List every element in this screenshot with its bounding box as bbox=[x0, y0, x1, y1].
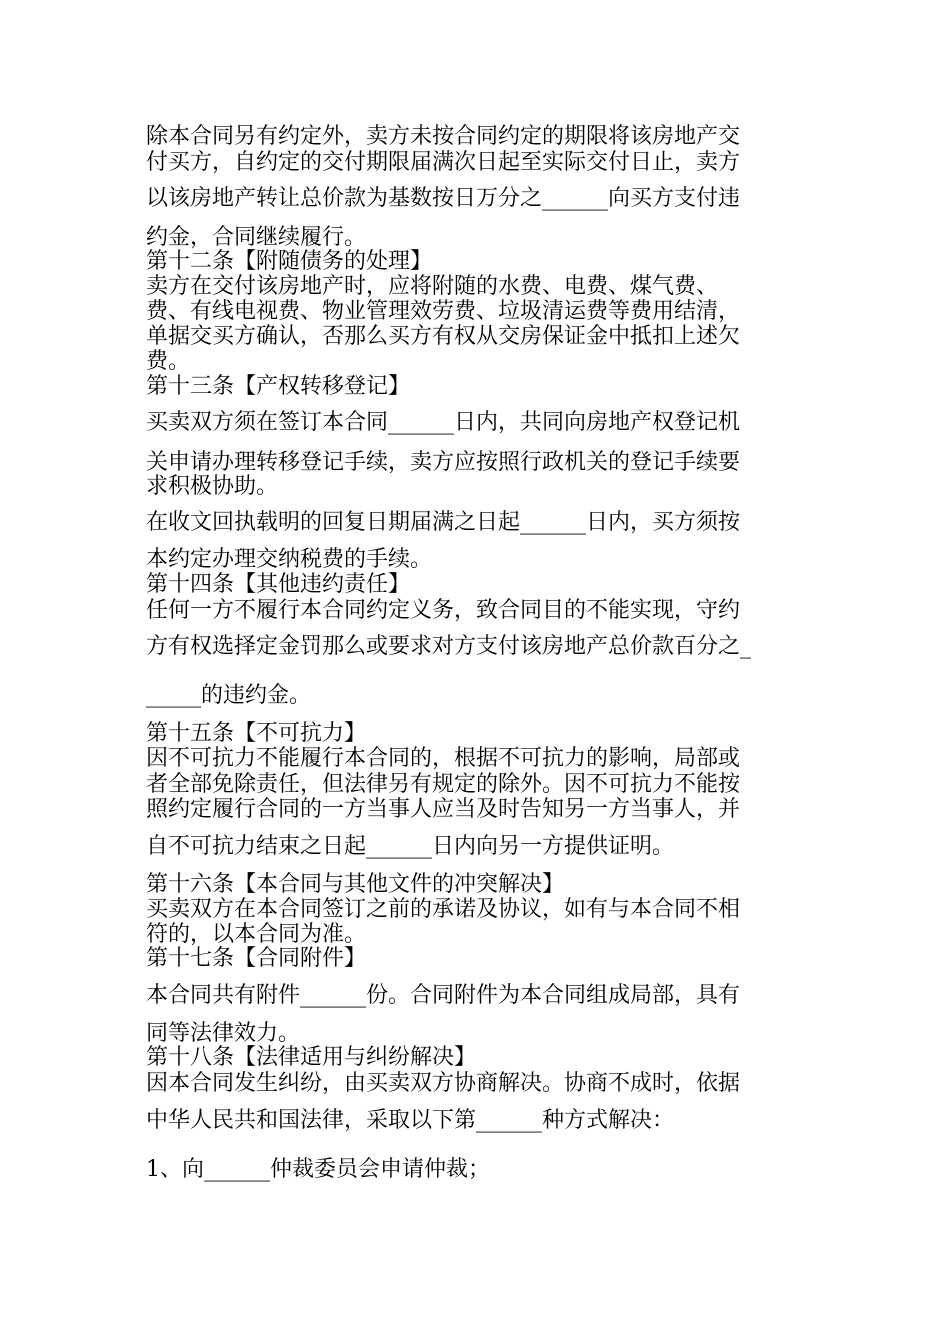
list-item: 1、向______仲裁委员会申请仲裁； bbox=[146, 1157, 490, 1182]
text-line: 本合同共有附件______份。合同附件为本合同组成局部，具有 bbox=[146, 983, 741, 1008]
text-line: 以该房地产转让总价款为基数按日万分之______向买方支付违 bbox=[146, 186, 741, 211]
text-line: 费、有线电视费、物业管理效劳费、垃圾清运费等费用结清， bbox=[146, 299, 741, 324]
text-line: 本约定办理交纳税费的手续。 bbox=[146, 547, 433, 572]
section-heading: 第十三条【产权转移登记】 bbox=[146, 374, 411, 399]
section-heading: 第十八条【法律适用与纠纷解决】 bbox=[146, 1045, 477, 1070]
section-heading: 第十五条【不可抗力】 bbox=[146, 721, 367, 746]
text-line: 者全部免除责任，但法律另有规定的除外。因不可抗力不能按 bbox=[146, 772, 741, 797]
section-heading: 第十四条【其他违约责任】 bbox=[146, 572, 411, 597]
section-heading: 第十六条【本合同与其他文件的冲突解决】 bbox=[146, 872, 565, 897]
text-line: 约金，合同继续履行。 bbox=[146, 225, 367, 250]
text-line: 付买方，自约定的交付期限届满次日起至实际交付日止，卖方 bbox=[146, 150, 741, 175]
text-line: _____的违约金。 bbox=[146, 683, 312, 708]
text-line: 在收文回执载明的回复日期届满之日起______日内，买方须按 bbox=[146, 510, 741, 535]
text-line: 因不可抗力不能履行本合同的，根据不可抗力的影响，局部或 bbox=[146, 746, 741, 771]
text-line: 自不可抗力结束之日起______日内向另一方提供证明。 bbox=[146, 834, 675, 859]
text-line: 同等法律效力。 bbox=[146, 1021, 301, 1046]
text-line: 方有权选择定金罚那么或要求对方支付该房地产总价款百分之_ bbox=[146, 634, 752, 659]
text-line: 关申请办理转移登记手续，卖方应按照行政机关的登记手续要 bbox=[146, 450, 741, 475]
text-line: 费。 bbox=[146, 349, 191, 374]
text-line: 符的，以本合同为准。 bbox=[146, 922, 367, 947]
section-heading: 第十二条【附随债务的处理】 bbox=[146, 249, 433, 274]
text-line: 单据交买方确认，否那么买方有权从交房保证金中抵扣上述欠 bbox=[146, 324, 741, 349]
text-line: 买卖双方须在签订本合同______日内，共同向房地产权登记机 bbox=[146, 410, 741, 435]
section-heading: 第十七条【合同附件】 bbox=[146, 946, 367, 971]
text-line: 求积极协助。 bbox=[146, 474, 279, 499]
text-line: 任何一方不履行本合同约定义务，致合同目的不能实现，守约 bbox=[146, 598, 741, 623]
text-line: 中华人民共和国法律，采取以下第______种方式解决： bbox=[146, 1108, 675, 1133]
text-line: 照约定履行合同的一方当事人应当及时告知另一方当事人，并 bbox=[146, 797, 741, 822]
text-line: 因本合同发生纠纷，由买卖双方协商解决。协商不成时，依据 bbox=[146, 1071, 741, 1096]
text-line: 卖方在交付该房地产时，应将附随的水费、电费、煤气费、 bbox=[146, 274, 719, 299]
text-line: 买卖双方在本合同签订之前的承诺及协议，如有与本合同不相 bbox=[146, 897, 741, 922]
text-line: 除本合同另有约定外，卖方未按合同约定的期限将该房地产交 bbox=[146, 124, 741, 149]
